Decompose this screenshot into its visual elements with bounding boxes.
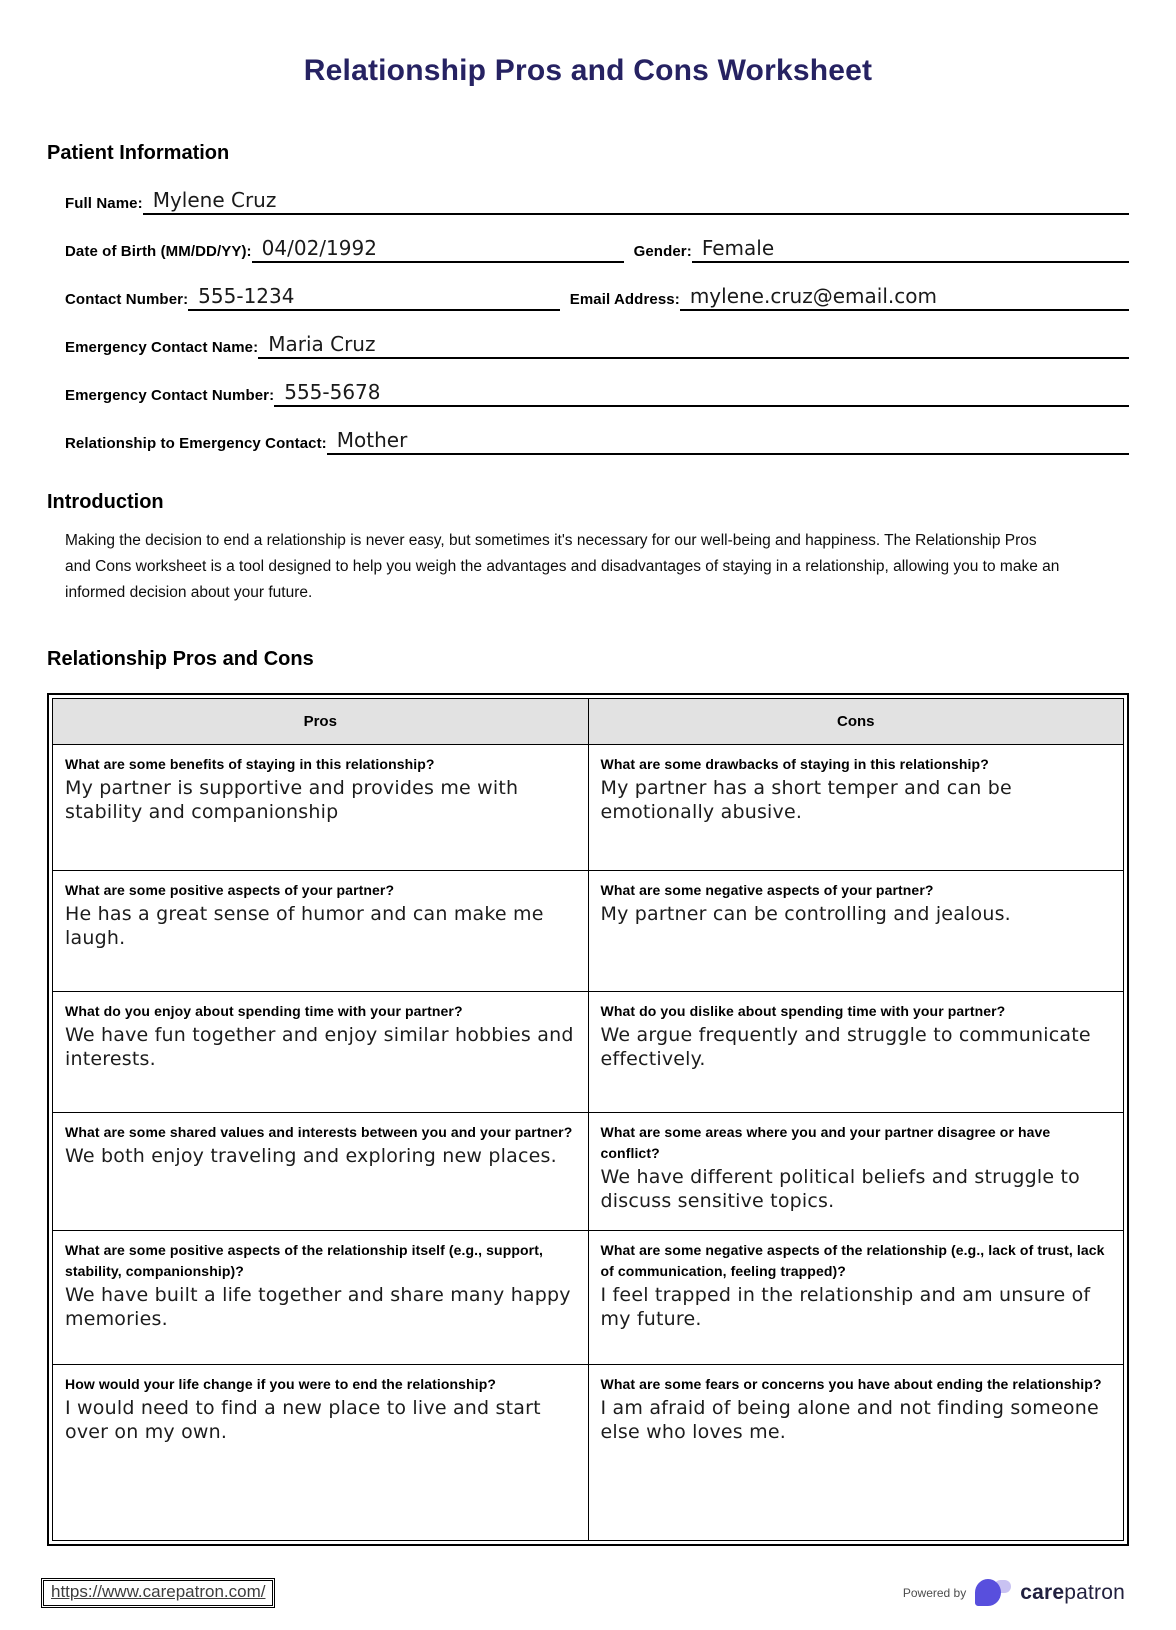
powered-by-label: Powered by bbox=[902, 1586, 967, 1601]
pros-question: What are some positive aspects of your partner? bbox=[65, 882, 395, 899]
cons-question: What do you dislike about spending time with your partner? bbox=[600, 1003, 1006, 1020]
cons-question: What are some areas where you and your partner disagree or have conflict? bbox=[600, 1124, 1051, 1162]
cons-cell bbox=[588, 992, 1124, 1113]
page-title: Relationship Pros and Cons Worksheet bbox=[303, 54, 873, 87]
emergency-contact-name-value: Maria Cruz bbox=[258, 333, 1129, 359]
table-row bbox=[53, 1113, 1124, 1231]
dob-label: Date of Birth (MM/DD/YY): bbox=[65, 243, 252, 260]
dob-gender-row bbox=[65, 215, 1129, 263]
contact-number-field bbox=[65, 285, 560, 311]
table-row bbox=[53, 992, 1124, 1113]
page-footer bbox=[47, 1578, 1129, 1608]
pros-cons-table bbox=[52, 698, 1124, 1541]
cons-question: What are some drawbacks of staying in this relationship? bbox=[600, 756, 989, 773]
pros-answer: I would need to find a new place to live and start over on my own. bbox=[65, 1397, 541, 1444]
pros-cell bbox=[53, 1365, 589, 1541]
brand-bold-text: care bbox=[1020, 1581, 1065, 1605]
contact-number-label: Contact Number: bbox=[65, 291, 189, 308]
pros-question: What do you enjoy about spending time with your partner? bbox=[65, 1003, 463, 1020]
cons-answer: We argue frequently and struggle to communicate effectively. bbox=[600, 1024, 1091, 1071]
pros-question: What are some shared values and interests between you and your partner? bbox=[65, 1124, 573, 1141]
introduction-heading: Introduction bbox=[47, 491, 164, 513]
table-row bbox=[53, 871, 1124, 992]
dob-value: 04/02/1992 bbox=[252, 237, 624, 263]
pros-answer: My partner is supportive and provides me with stability and companionship bbox=[65, 777, 519, 824]
email-label: Email Address: bbox=[569, 291, 680, 308]
full-name-label: Full Name: bbox=[65, 195, 143, 212]
dob-field bbox=[65, 237, 624, 263]
cons-question: What are some fears or concerns you have about ending the relationship? bbox=[600, 1376, 1102, 1393]
emergency-contact-name-label: Emergency Contact Name: bbox=[65, 339, 259, 356]
relationship-emergency-contact-row bbox=[65, 407, 1129, 455]
carepatron-wordmark bbox=[1020, 1581, 1125, 1605]
pros-answer: We both enjoy traveling and exploring new places. bbox=[65, 1145, 557, 1168]
pros-question: How would your life change if you were to end the relationship? bbox=[65, 1376, 497, 1393]
gender-field bbox=[634, 237, 1129, 263]
emergency-contact-number-row bbox=[65, 359, 1129, 407]
pros-cons-table-wrapper bbox=[47, 693, 1129, 1546]
patient-information-section bbox=[47, 142, 1129, 455]
table-row bbox=[53, 1365, 1124, 1541]
cons-answer: My partner has a short temper and can be emotionally abusive. bbox=[600, 777, 1012, 824]
pros-column-header: Pros bbox=[53, 699, 589, 745]
pros-answer: We have built a life together and share many happy memories. bbox=[65, 1284, 571, 1331]
cons-answer: I feel trapped in the relationship and am unsure of my future. bbox=[600, 1284, 1091, 1331]
cons-answer: My partner can be controlling and jealous. bbox=[600, 903, 1011, 926]
carepatron-link[interactable]: https://www.carepatron.com/ bbox=[41, 1578, 275, 1608]
cons-column-header: Cons bbox=[588, 699, 1124, 745]
cons-cell bbox=[588, 1113, 1124, 1231]
gender-value: Female bbox=[692, 237, 1129, 263]
introduction-section bbox=[47, 491, 1129, 606]
patient-information-fields bbox=[65, 167, 1129, 455]
pros-answer: We have fun together and enjoy similar hobbies and interests. bbox=[65, 1024, 574, 1071]
contact-number-value: 555-1234 bbox=[188, 285, 560, 311]
pros-cons-heading: Relationship Pros and Cons bbox=[47, 648, 314, 671]
cons-question: What are some negative aspects of the relationship (e.g., lack of trust, lack of communication, feeling trapped)? bbox=[600, 1242, 1105, 1280]
relationship-emergency-contact-label: Relationship to Emergency Contact: bbox=[65, 435, 327, 452]
emergency-contact-name-row bbox=[65, 311, 1129, 359]
pros-answer: He has a great sense of humor and can make me laugh. bbox=[65, 903, 544, 950]
gender-label: Gender: bbox=[633, 243, 692, 260]
email-field bbox=[570, 285, 1129, 311]
powered-by-brand bbox=[903, 1578, 1129, 1608]
emergency-contact-number-value: 555-5678 bbox=[274, 381, 1129, 407]
cons-answer: We have different political beliefs and struggle to discuss sensitive topics. bbox=[600, 1166, 1080, 1213]
table-row bbox=[53, 1231, 1124, 1365]
cons-cell bbox=[588, 1365, 1124, 1541]
full-name-row bbox=[65, 167, 1129, 215]
full-name-value: Mylene Cruz bbox=[143, 189, 1129, 215]
relationship-emergency-contact-value: Mother bbox=[327, 429, 1129, 455]
cons-cell bbox=[588, 871, 1124, 992]
emergency-contact-number-label: Emergency Contact Number: bbox=[65, 387, 275, 404]
contact-email-row bbox=[65, 263, 1129, 311]
cons-cell bbox=[588, 1231, 1124, 1365]
pros-question: What are some benefits of staying in this relationship? bbox=[65, 756, 435, 773]
cons-cell bbox=[588, 745, 1124, 871]
cons-question: What are some negative aspects of your partner? bbox=[600, 882, 934, 899]
carepatron-logo-icon bbox=[975, 1578, 1011, 1608]
introduction-paragraph: Making the decision to end a relationship is never easy, but sometimes it's necessary for our well-being and happiness. The Relationship Pros and Cons worksheet is a tool designed to help you weigh the advantages and disadvantages of staying in a relationship, allowing you to make an informed decision about your future. bbox=[65, 532, 1060, 602]
cons-answer: I am afraid of being alone and not finding someone else who loves me. bbox=[600, 1397, 1099, 1444]
email-value: mylene.cruz@email.com bbox=[680, 285, 1129, 311]
patient-information-heading: Patient Information bbox=[47, 142, 230, 164]
pros-cell bbox=[53, 1231, 589, 1365]
table-row bbox=[53, 745, 1124, 871]
brand-regular-text: patron bbox=[1064, 1581, 1125, 1605]
pros-cell bbox=[53, 745, 589, 871]
table-header-row bbox=[53, 699, 1124, 745]
pros-cons-section bbox=[47, 648, 1129, 1546]
pros-cell bbox=[53, 871, 589, 992]
pros-cell bbox=[53, 992, 589, 1113]
pros-question: What are some positive aspects of the relationship itself (e.g., support, stability, companionship)? bbox=[65, 1242, 543, 1280]
pros-cell bbox=[53, 1113, 589, 1231]
